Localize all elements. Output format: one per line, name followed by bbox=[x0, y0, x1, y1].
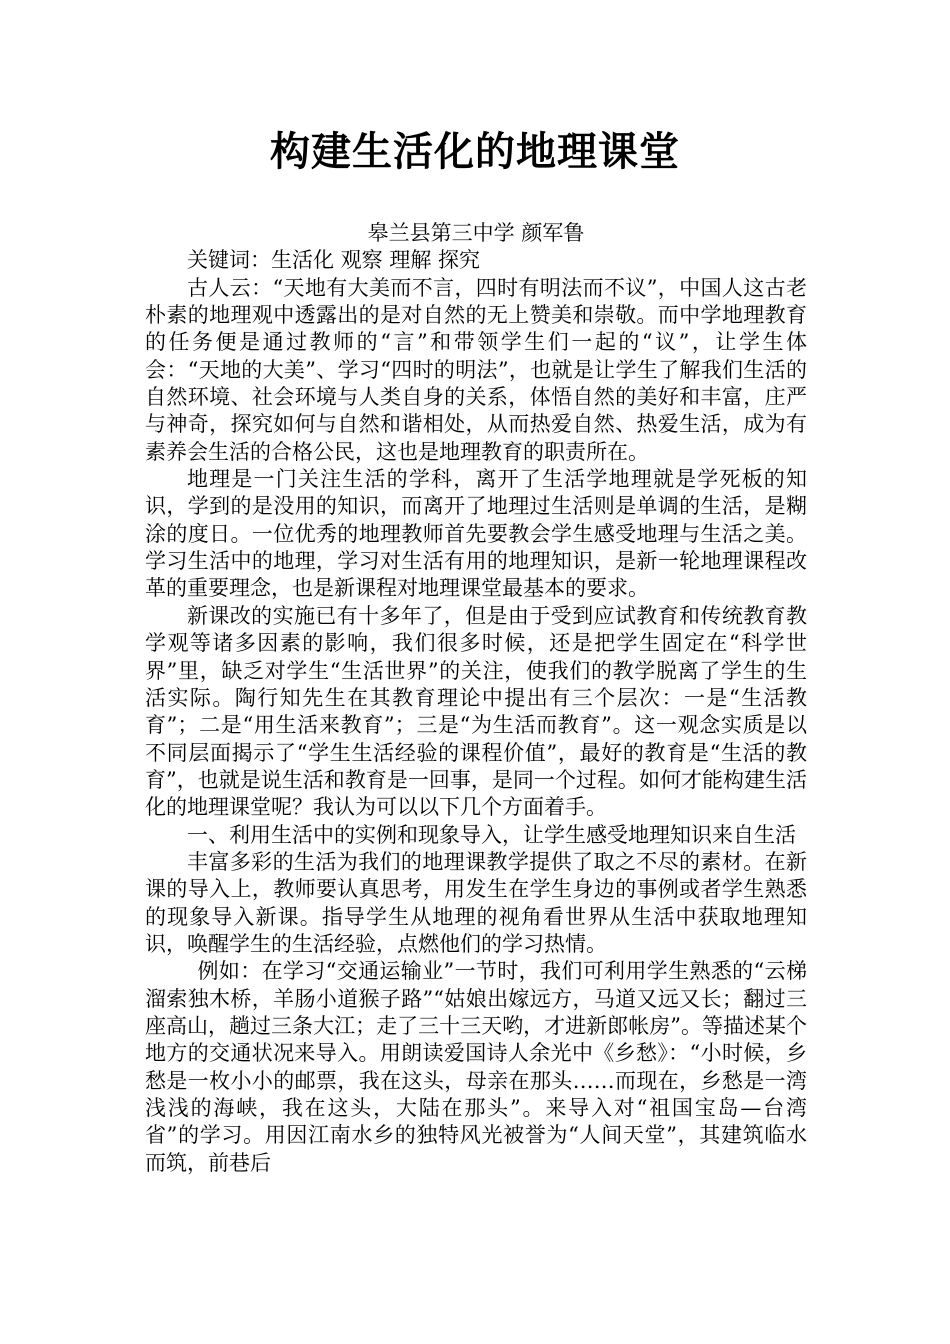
document-title: 构建生活化的地理课堂 bbox=[270, 129, 680, 175]
keywords-line: 关键词：生活化 观察 理解 探究 bbox=[187, 248, 481, 273]
author-line: 皋兰县第三中学 颜军鲁 bbox=[367, 221, 585, 245]
paragraph-intro: 古人云：“天地有大美而不言，四时有明法而不议”，中国人这古老朴素的地理观中透露出的是对自然的无上赞美和崇敬。而中学地理教育的任务便是通过教师的“言”和带领学生们一起的“议”，让学生体会：“天地的大美”、学习“四时的明法”，也就是让学生了解我们生活的自然环境、社会环境与人类自身的关系，体悟自然的美好和丰富，庄严与神奇，探究如何与自然和谐相处，从而热爱自然、热爱生活，成为有素养会生活的合格公民，这也是地理教育的职责所在。 bbox=[145, 275, 807, 464]
paragraph-curriculum-reform: 新课改的实施已有十多年了，但是由于受到应试教育和传统教育教学观等诸多因素的影响，我们很多时候，还是把学生固定在“科学世界”里，缺乏对学生“生活世界”的关注，使我们的教学脱离了学生的生活实际。陶行知先生在其教育理论中提出有三个层次：一是“生活教育”；二是“用生活来教育”；三是“为生活而教育”。这一观念实质是以不同层面揭示了“学生生活经验的课程价值”，最好的教育是“生活的教育”，也就是说生活和教育是一回事，是同一个过程。如何才能构建生活化的地理课堂呢？我认为可以以下几个方面着手。 bbox=[145, 603, 807, 820]
document-body bbox=[145, 220, 807, 1177]
paragraph-example: 例如：在学习“交通运输业”一节时，我们可利用学生熟悉的“云梯溜索独木桥，羊肠小道猴子路”“姑娘出嫁远方，马道又远又长；翻过三座高山，趟过三条大江；走了三十三天哟，才进新郎帐房”。等描述某个地方的交通状况来导入。用朗读爱国诗人余光中《乡愁》：“小时候，乡愁是一枚小小的邮票，我在这头，母亲在那头……而现在，乡愁是一湾浅浅的海峡，我在这头，大陆在那头”。来导入对“祖国宝岛—台湾省”的学习。用因江南水乡的独特风光被誉为“人间天堂”，其建筑临水而筑，前巷后 bbox=[145, 959, 807, 1175]
section-heading-one: 一、利用生活中的实例和现象导入，让学生感受地理知识来自生活 bbox=[187, 822, 796, 847]
paragraph-lesson-intro: 丰富多彩的生活为我们的地理课教学提供了取之不尽的素材。在新课的导入上，教师要认真思考，用发生在学生身边的事例或者学生熟悉的现象导入新课。指导学生从地理的视角看世界从生活中获取地理知识，唤醒学生的生活经验，点燃他们的学习热情。 bbox=[145, 849, 807, 956]
paragraph-geography-life: 地理是一门关注生活的学科，离开了生活学地理就是学死板的知识，学到的是没用的知识，而离开了地理过生活则是单调的生活，是糊涂的度日。一位优秀的地理教师首先要教会学生感受地理与生活之美。学习生活中的地理，学习对生活有用的地理知识，是新一轮地理课程改革的重要理念，也是新课程对地理课堂最基本的要求。 bbox=[145, 467, 807, 601]
